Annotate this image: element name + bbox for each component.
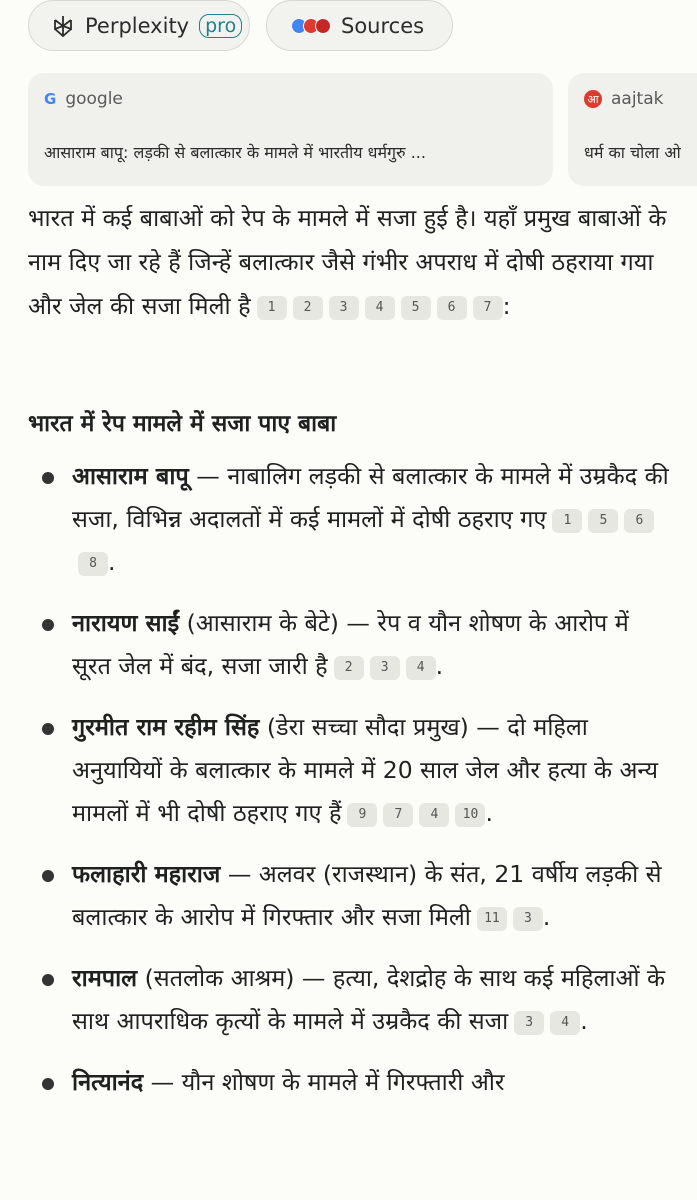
citation-badge[interactable]: 11 <box>477 907 507 931</box>
pro-badge: pro <box>199 14 242 38</box>
item-name: आसाराम बापू <box>72 462 189 490</box>
citation-badge[interactable]: 3 <box>513 907 543 931</box>
citation-badge[interactable]: 4 <box>406 656 436 680</box>
source-card-aajtak[interactable] <box>568 73 697 186</box>
intro-suffix: : <box>502 292 511 320</box>
citation-badge[interactable]: 7 <box>473 296 503 320</box>
item-name: रामपाल <box>72 964 138 992</box>
source-card-google[interactable] <box>28 73 553 186</box>
citation-badge[interactable]: 1 <box>257 296 287 320</box>
list-item: नारायण साईं (आसाराम के बेटे) — रेप व यौन शोषण के आरोप में सूरत जेल में बंद, सजा जारी है 2 3 4 . <box>28 602 673 688</box>
sources-button[interactable] <box>266 0 453 51</box>
item-text: — यौन शोषण के मामले में गिरफ्तारी और <box>143 1068 505 1096</box>
bullet-icon <box>42 723 54 735</box>
item-text: (सतलोक आश्रम) — हत्या, देशद्रोह के साथ कई महिलाओं के साथ आपराधिक कृत्यों के मामले में उम्रकैद की सजा <box>72 964 666 1035</box>
citation-badge[interactable]: 4 <box>419 803 449 827</box>
citation-badge[interactable]: 9 <box>347 803 377 827</box>
list-item: आसाराम बापू — नाबालिग लड़की से बलात्कार के मामले में उम्रकैद की सजा, विभिन्न अदालतों में कई मामलों में दोषी ठहराए गए 1 5 68 . <box>28 455 673 584</box>
list-item: रामपाल (सतलोक आश्रम) — हत्या, देशद्रोह के साथ कई महिलाओं के साथ आपराधिक कृत्यों के मामले में उम्रकैद की सजा 3 4 . <box>28 957 673 1043</box>
item-name: फलाहारी महाराज <box>72 860 221 888</box>
citation-badge[interactable]: 4 <box>365 296 395 320</box>
source-title: आसाराम बापू: लड़की से बलात्कार के मामले में भारतीय धर्मगुरु ... <box>44 143 426 162</box>
bullet-icon <box>42 974 54 986</box>
source-title: धर्म का चोला ओ <box>584 143 681 162</box>
citation-badge[interactable]: 3 <box>329 296 359 320</box>
citation-badge[interactable]: 8 <box>78 552 108 576</box>
citation-badge[interactable]: 6 <box>437 296 467 320</box>
google-icon: G <box>44 90 57 108</box>
citation-badge[interactable]: 3 <box>370 656 400 680</box>
item-text: (डेरा सच्चा सौदा प्रमुख) — दो महिला अनुयायियों के बलात्कार के मामले में 20 साल जेल और हत्या के अन्य मामलों में भी दोषी ठहराए गए हैं <box>72 713 658 827</box>
item-text: — नाबालिग लड़की से बलात्कार के मामले में उम्रकैद की सजा, विभिन्न अदालतों में कई मामलों में दोषी ठहराए गए <box>72 462 669 533</box>
citation-badge[interactable]: 10 <box>455 803 485 827</box>
bullet-icon <box>42 472 54 484</box>
citation-badge[interactable]: 2 <box>334 656 364 680</box>
bullet-icon <box>42 870 54 882</box>
list-item: गुरमीत राम रहीम सिंह (डेरा सच्चा सौदा प्रमुख) — दो महिला अनुयायियों के बलात्कार के मामले में 20 साल जेल और हत्या के अन्य मामलों में भी दोषी ठहराए गए हैं 9 7 4 10 . <box>28 706 673 835</box>
answer-list <box>28 455 673 1122</box>
item-text: (आसाराम के बेटे) — रेप व यौन शोषण के आरोप में सूरत जेल में बंद, सजा जारी है <box>72 609 629 680</box>
answer-intro <box>28 196 673 328</box>
item-text: — अलवर (राजस्थान) के संत, 21 वर्षीय लड़की से बलात्कार के आरोप में गिरफ्तार और सजा मिली <box>72 860 662 931</box>
source-site: google <box>65 89 123 109</box>
perplexity-pro-button[interactable] <box>28 0 250 51</box>
aajtak-icon: आ <box>584 90 602 108</box>
section-heading: भारत में रेप मामले में सजा पाए बाबा <box>28 411 337 437</box>
citation-badge[interactable]: 7 <box>383 803 413 827</box>
citation-badge[interactable]: 5 <box>401 296 431 320</box>
list-item: फलाहारी महाराज — अलवर (राजस्थान) के संत, 21 वर्षीय लड़की से बलात्कार के आरोप में गिरफ्तार और सजा मिली 11 3 . <box>28 853 673 939</box>
citation-badge[interactable]: 4 <box>550 1011 580 1035</box>
intro-text: भारत में कई बाबाओं को रेप के मामले में सजा हुई है। यहाँ प्रमुख बाबाओं के नाम दिए जा रहे हैं जिन्हें बलात्कार जैसे गंभीर अपराध में दोषी ठहराया गया और जेल की सजा मिली है <box>28 204 667 320</box>
source-favicons-icon <box>291 18 331 34</box>
citation-badge[interactable]: 2 <box>293 296 323 320</box>
item-name: नारायण साईं <box>72 609 180 637</box>
citation-badge[interactable]: 6 <box>624 509 654 533</box>
sources-label: Sources <box>341 13 425 38</box>
bullet-icon <box>42 1078 54 1090</box>
item-name: गुरमीत राम रहीम सिंह <box>72 713 260 741</box>
list-item <box>28 1061 673 1104</box>
perplexity-logo-icon <box>51 14 75 38</box>
perplexity-label: Perplexity <box>85 13 190 38</box>
citation-badge[interactable]: 3 <box>514 1011 544 1035</box>
source-site: aajtak <box>611 89 664 109</box>
bullet-icon <box>42 619 54 631</box>
item-name: नित्यानंद <box>72 1068 144 1096</box>
citation-badge[interactable]: 5 <box>588 509 618 533</box>
citation-badge[interactable]: 1 <box>552 509 582 533</box>
